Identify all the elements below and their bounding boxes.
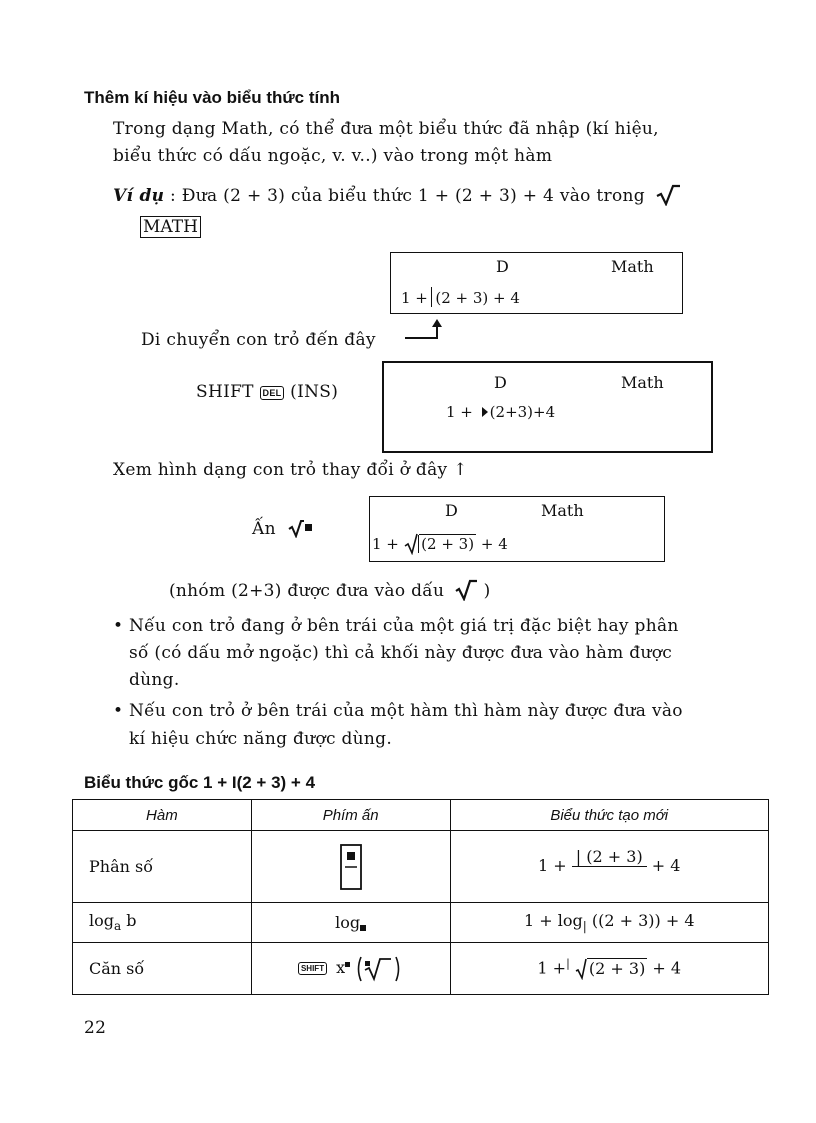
math-key-label: MATH bbox=[140, 216, 201, 238]
bullet-dot: • bbox=[113, 701, 124, 721]
fraction-key-icon bbox=[340, 844, 362, 890]
key-root: SHIFT x bbox=[251, 943, 450, 995]
calculator-screen-1 bbox=[390, 252, 683, 314]
screen3-expression: 1 + (2 + 3) + 4 bbox=[372, 535, 508, 553]
indicator-math: Math bbox=[611, 257, 654, 276]
func-log: $\log_a b$ bbox=[73, 903, 252, 943]
key-fraction bbox=[251, 831, 450, 903]
page-number: 22 bbox=[84, 1018, 107, 1038]
calculator-screen-2 bbox=[382, 361, 713, 453]
placeholder-square-icon bbox=[345, 962, 350, 967]
group-note: (nhóm (2+3) được đưa vào dấu ) bbox=[169, 581, 491, 601]
radical-icon bbox=[404, 533, 418, 555]
sqrt-icon bbox=[655, 184, 681, 206]
calculator-screen-3 bbox=[369, 496, 665, 562]
pointer-arrow-icon bbox=[403, 318, 443, 342]
result-fraction: 1 + | (2 + 3) + 4 bbox=[450, 831, 769, 903]
cursor-shape-note: Xem hình dạng con trỏ thay đổi ở đây ↑ bbox=[113, 460, 468, 480]
radical-icon bbox=[575, 958, 587, 980]
sqrt-key-icon bbox=[288, 518, 314, 538]
table-title: Biểu thức gốc 1 + I(2 + 3) + 4 bbox=[84, 773, 316, 792]
result-log: $1 + \log_| ((2 + 3)) + 4$ bbox=[450, 903, 769, 943]
section-title: Thêm kí hiệu vào biểu thức tính bbox=[84, 88, 341, 107]
indicator-math: Math bbox=[541, 501, 584, 520]
table-row bbox=[73, 831, 769, 903]
function-table bbox=[72, 799, 769, 995]
header-func: Hàm bbox=[73, 800, 252, 831]
screen2-expression: 1 + (2+3)+4 bbox=[446, 403, 556, 421]
indicator-d: D bbox=[494, 373, 507, 392]
table-row bbox=[73, 943, 769, 995]
sqrt-icon bbox=[454, 579, 478, 601]
del-key-icon: DEL bbox=[260, 386, 285, 400]
indicator-math: Math bbox=[621, 373, 664, 392]
key-log: log bbox=[251, 903, 450, 943]
cursor-bar bbox=[431, 287, 433, 307]
example-label: Ví dụ bbox=[113, 186, 165, 206]
shift-key-icon: SHIFT bbox=[298, 962, 327, 975]
indicator-d: D bbox=[445, 501, 458, 520]
screen1-expression: 1 + (2 + 3) + 4 bbox=[401, 289, 520, 307]
indicator-d: D bbox=[496, 257, 509, 276]
table-header-row bbox=[73, 800, 769, 831]
table-row bbox=[73, 903, 769, 943]
cursor-note: Di chuyển con trỏ đến đây bbox=[141, 330, 376, 350]
header-result: Biểu thức tạo mới bbox=[450, 800, 769, 831]
example-text: : Đưa (2 + 3) của biểu thức 1 + (2 + 3) + 4 vào trong bbox=[170, 186, 645, 206]
nth-root-key-icon bbox=[355, 954, 403, 984]
result-root: 1 +| (2 + 3) + 4 bbox=[450, 943, 769, 995]
step-press-sqrt: Ấn bbox=[252, 518, 314, 539]
example-line bbox=[113, 184, 681, 206]
header-key: Phím ấn bbox=[251, 800, 450, 831]
intro-line-1: Trong dạng Math, có thể đưa một biểu thức đã nhập (kí hiệu, bbox=[113, 119, 659, 139]
placeholder-square-icon bbox=[360, 925, 366, 931]
func-fraction: Phân số bbox=[73, 831, 252, 903]
func-root: Căn số bbox=[73, 943, 252, 995]
step-shift-ins: SHIFT DEL (INS) bbox=[196, 382, 339, 402]
bullet-dot: • bbox=[113, 616, 124, 636]
intro-line-2: biểu thức có dấu ngoặc, v. v..) vào trong một hàm bbox=[113, 146, 553, 166]
insert-cursor-icon bbox=[481, 406, 489, 418]
